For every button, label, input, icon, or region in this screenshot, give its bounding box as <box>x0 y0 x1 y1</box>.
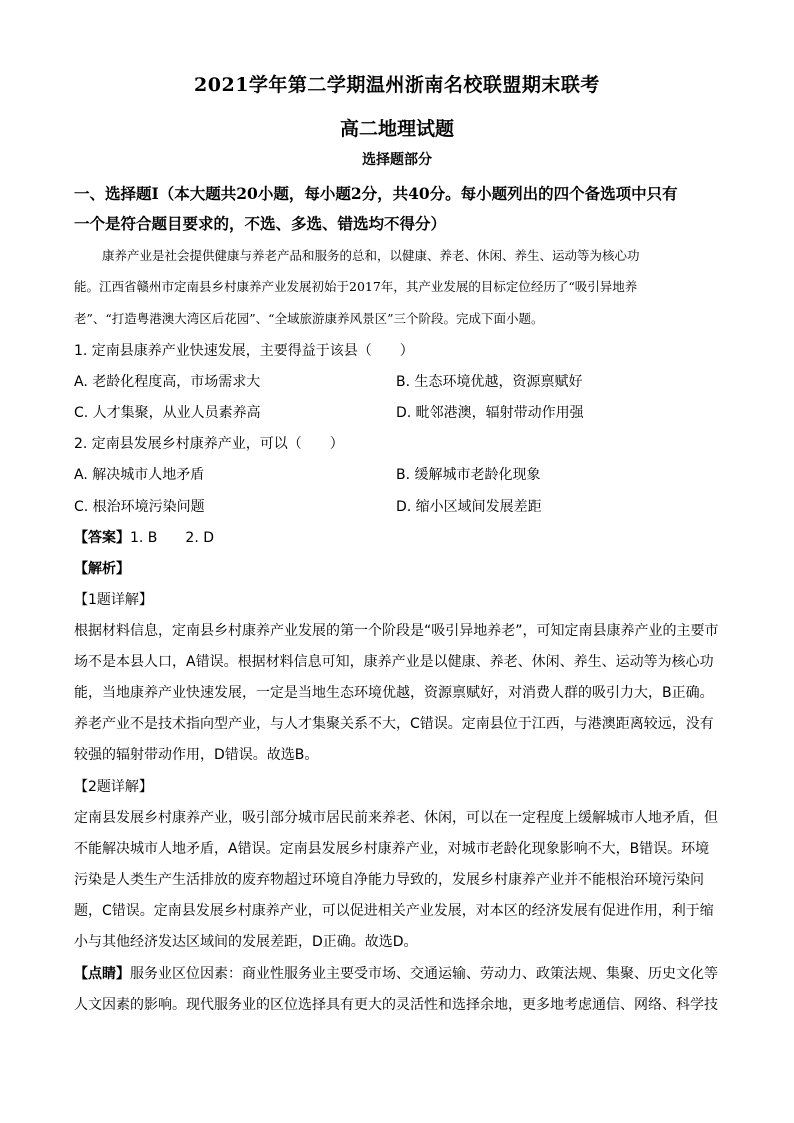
question-2-option-a: A. 解决城市人地矛盾 <box>74 467 205 483</box>
q1-detail-label: 【1题详解】 <box>74 592 153 608</box>
analysis-label: 【解析】 <box>74 561 130 577</box>
q2-detail-line-3: 污染是人类生产生活排放的废弃物超过环境自净能力导致的，发展乡村康养产业并不能根治环境污染问 <box>74 872 704 888</box>
answer-line <box>74 527 724 547</box>
question-1-option-a: A. 老龄化程度高，市场需求大 <box>74 374 261 390</box>
section-heading: 选择题部分 <box>362 152 432 168</box>
q2-detail-label: 【2题详解】 <box>74 779 153 795</box>
q2-detail-line-4: 题，C错误。定南县发展乡村康养产业，可以促进相关产业发展，对本区的经济发展有促进作用，利于缩 <box>74 903 714 919</box>
instruction-line-1: 一、选择题Ⅰ（本大题共20小题，每小题2分，共40分。每小题列出的四个备选项中只有 <box>74 184 678 203</box>
tip-line-2: 人文因素的影响。现代服务业的区位选择具有更大的灵活性和选择余地，更多地考虑通信、网络、科学技 <box>74 997 718 1013</box>
q1-detail-line-4: 养老产业不是技术指向型产业，与人才集聚关系不大，C错误。定南县位于江西，与港澳距离较远，没有 <box>74 716 714 732</box>
q1-detail-line-1: 根据材料信息，定南县乡村康养产业发展的第一个阶段是“吸引异地养老”，可知定南县康养产业的主要市 <box>74 623 719 639</box>
q2-detail-line-1: 定南县发展乡村康养产业，吸引部分城市居民前来养老、休闲，可以在一定程度上缓解城市人地矛盾，但 <box>74 810 718 826</box>
passage-line-2: 能。江西省赣州市定南县乡村康养产业发展初始于2017年，其产业发展的目标定位经历了“吸引异地养 <box>74 279 638 294</box>
tip-label: 【点睛】 <box>74 966 130 982</box>
q2-detail-line-5: 小与其他经济发达区域间的发展差距，D正确。故选D。 <box>74 934 418 950</box>
tip-text-1: 服务业区位因素：商业性服务业主要受市场、交通运输、劳动力、政策法规、集聚、历史文化等 <box>130 966 718 982</box>
question-2-option-b: B. 缓解城市老龄化现象 <box>396 467 541 483</box>
q1-detail-line-3: 能，当地康养产业快速发展，一定是当地生态环境优越，资源禀赋好，对消费人群的吸引力大，B正确。 <box>74 685 714 701</box>
passage-line-3: 老”、“打造粤港澳大湾区后花园”、“全域旅游康养风景区”三个阶段。完成下面小题。 <box>74 311 544 326</box>
question-1-stem: 1. 定南县康养产业快速发展，主要得益于该县（ ） <box>74 343 414 359</box>
question-2-stem: 2. 定南县发展乡村康养产业，可以（ ） <box>74 436 344 452</box>
question-2-option-d: D. 缩小区域间发展差距 <box>396 499 542 515</box>
instruction-line-2: 一个是符合题目要求的，不选、多选、错选均不得分） <box>74 214 447 233</box>
question-1-option-c: C. 人才集聚，从业人员素养高 <box>74 405 261 421</box>
tip-line-1 <box>74 963 724 983</box>
exam-title: 2021学年第二学期温州浙南名校联盟期末联考 <box>194 74 600 96</box>
q1-detail-line-5: 较强的辐射带动作用，D错误。故选B。 <box>74 747 319 763</box>
answer-text: 1. B 2. D <box>130 530 214 546</box>
question-1-option-b: B. 生态环境优越，资源禀赋好 <box>396 374 583 390</box>
exam-subtitle: 高二地理试题 <box>339 118 454 140</box>
answer-label: 【答案】 <box>74 530 130 546</box>
q1-detail-line-2: 场不是本县人口，A错误。根据材料信息可知，康养产业是以健康、养老、休闲、养生、运动等为核心功 <box>74 654 714 670</box>
passage-line-1: 康养产业是社会提供健康与养老产品和服务的总和，以健康、养老、休闲、养生、运动等为核心功 <box>102 248 640 263</box>
q2-detail-line-2: 不能解决城市人地矛盾，A错误。定南县发展乡村康养产业，对城市老龄化现象影响不大，B错误。环境 <box>74 841 710 857</box>
question-2-option-c: C. 根治环境污染问题 <box>74 499 205 515</box>
question-1-option-d: D. 毗邻港澳，辐射带动作用强 <box>396 405 584 421</box>
